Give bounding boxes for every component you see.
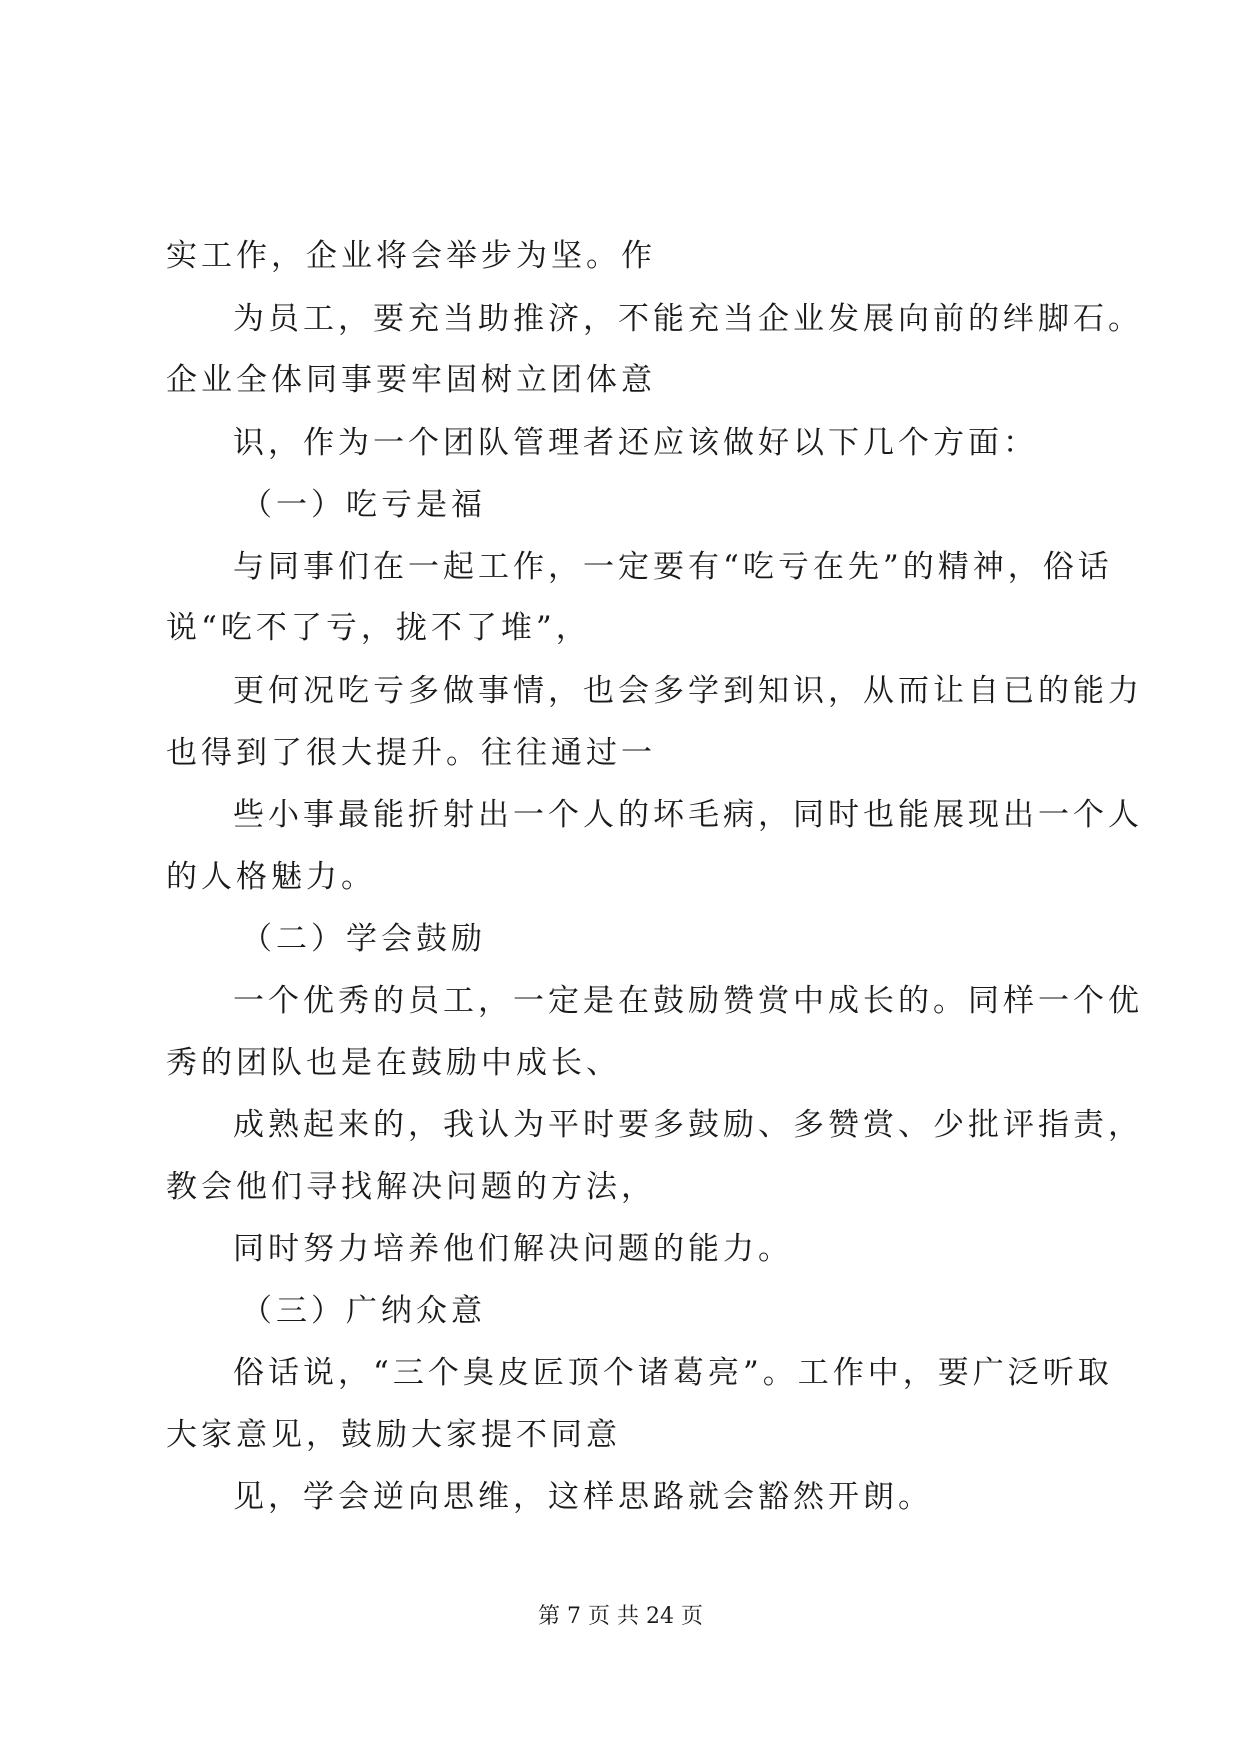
page-number: 第 7 页 共 24 页 — [538, 1604, 703, 1629]
text-line: 也得到了很大提升。往往通过一 — [166, 735, 656, 771]
text-line: 的人格魅力。 — [166, 859, 376, 895]
text-line: 同时努力培养他们解决问题的能力。 — [233, 1231, 793, 1267]
text-line: 见，学会逆向思维，这样思路就会豁然开朗。 — [233, 1479, 933, 1515]
text-line: 识，作为一个团队管理者还应该做好以下几个方面： — [233, 425, 1038, 461]
text-line: 一个优秀的员工，一定是在鼓励赞赏中成长的。同样一个优 — [233, 983, 1143, 1019]
section-heading: （二）学会鼓励 — [241, 921, 486, 957]
section-heading: （一）吃亏是福 — [241, 487, 486, 523]
text-line: 教会他们寻找解决问题的方法， — [166, 1169, 656, 1205]
text-line: 更何况吃亏多做事情，也会多学到知识，从而让自已的能力 — [233, 673, 1143, 709]
text-line: 实工作，企业将会举步为坚。作 — [166, 238, 656, 274]
text-line: 俗话说，“三个臭皮匠顶个诸葛亮”。工作中，要广泛听取 — [233, 1355, 1113, 1391]
text-line: 与同事们在一起工作，一定要有“吃亏在先”的精神，俗话 — [233, 549, 1113, 585]
text-line: 为员工，要充当助推济，不能充当企业发展向前的绊脚石。 — [233, 301, 1143, 337]
text-line: 说“吃不了亏，拢不了堆”， — [166, 610, 591, 646]
text-line: 大家意见，鼓励大家提不同意 — [166, 1417, 621, 1453]
text-line: 成熟起来的，我认为平时要多鼓励、多赞赏、少批评指责， — [233, 1107, 1143, 1143]
text-line: 秀的团队也是在鼓励中成长、 — [166, 1045, 621, 1081]
section-heading: （三）广纳众意 — [241, 1293, 486, 1329]
text-line: 些小事最能折射出一个人的坏毛病，同时也能展现出一个人 — [233, 797, 1143, 833]
text-line: 企业全体同事要牢固树立团体意 — [166, 362, 656, 398]
